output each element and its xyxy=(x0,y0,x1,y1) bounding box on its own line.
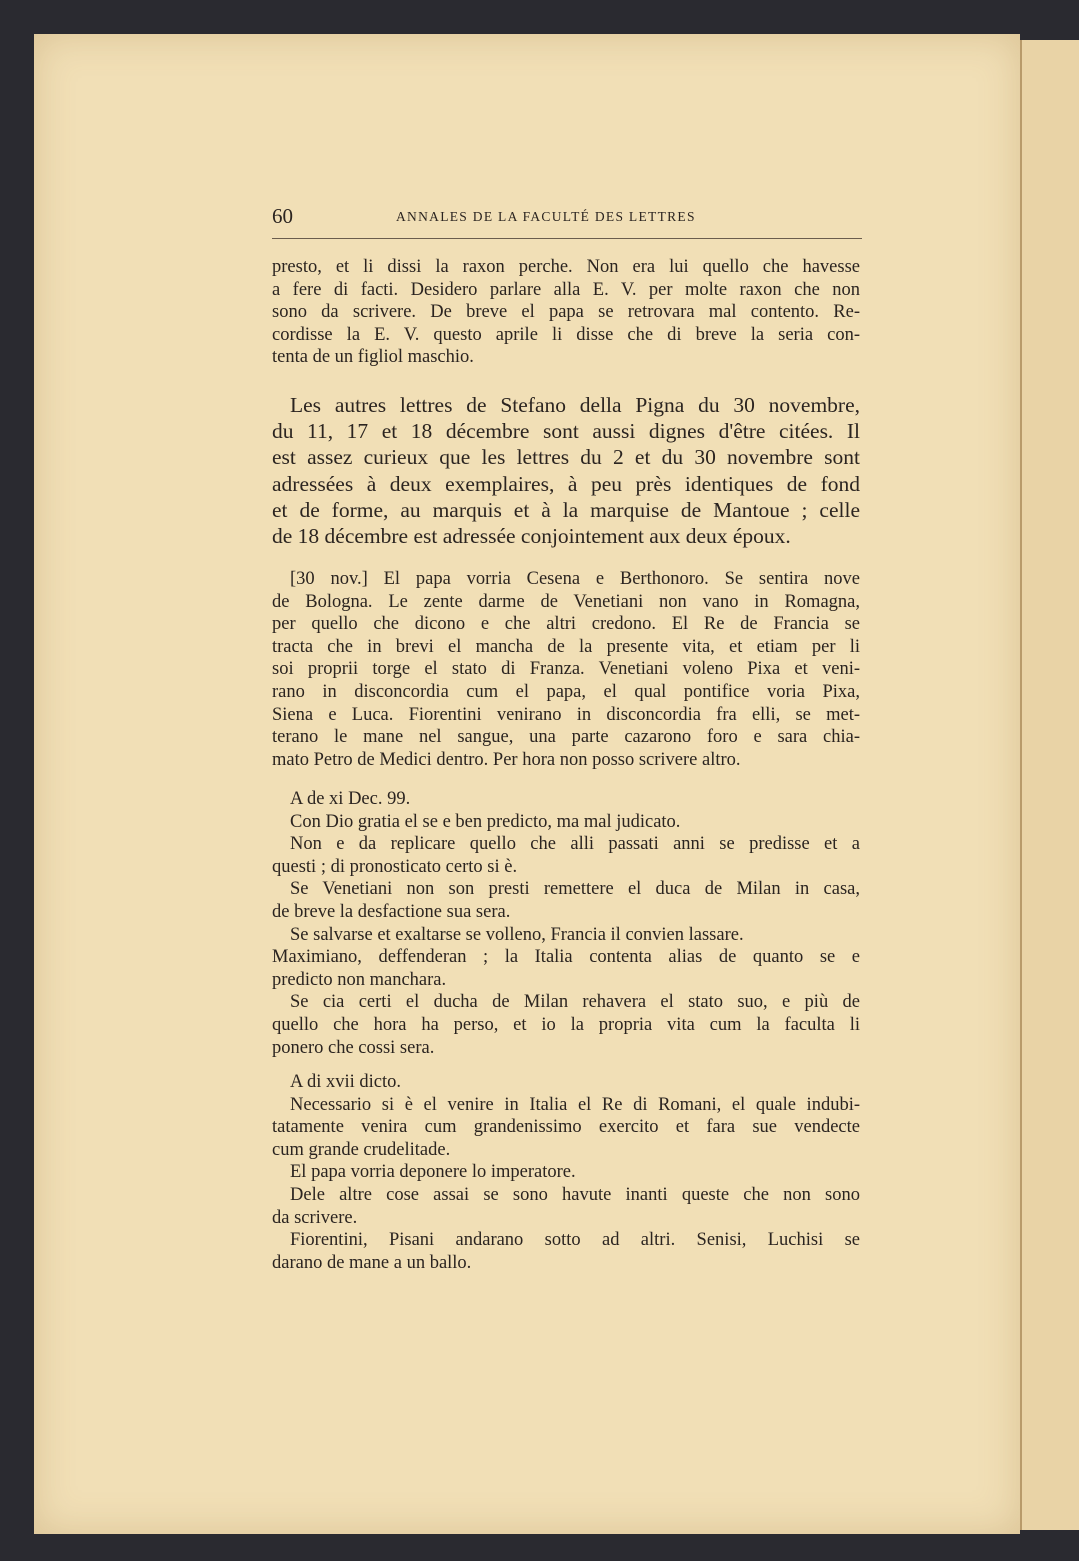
text-line: tenta de un figliol maschio. xyxy=(272,347,474,368)
text-line: El papa vorria deponere lo imperatore. xyxy=(290,1162,576,1183)
text-line: terano le mane nel sangue, una parte cazarono foro e sara chia- xyxy=(272,727,860,748)
text-line: A di xvii dicto. xyxy=(290,1072,401,1092)
text-line: predicto non manchara. xyxy=(272,969,447,990)
paragraph-block xyxy=(272,1071,860,1274)
paragraph-block xyxy=(272,568,860,771)
text-line: de Bologna. Le zente darme de Venetiani non vano in Romagna, xyxy=(272,591,860,612)
paragraph-block xyxy=(272,788,860,1059)
text-line: mato Petro de Medici dentro. Per hora non posso scrivere altro. xyxy=(272,749,741,770)
text-line: sono da scrivere. De breve el papa se retrovara mal contento. Re- xyxy=(272,302,860,323)
text-line: du 11, 17 et 18 décembre sont aussi dignes d'être citées. Il xyxy=(272,419,860,444)
text-line: a fere di facti. Desidero parlare alla E. V. per molte raxon che non xyxy=(272,279,860,300)
text-line: Dele altre cose assai se sono havute inanti queste che non sono xyxy=(290,1184,860,1205)
text-line: Necessario si è el venire in Italia el Re di Romani, el quale indubi- xyxy=(290,1094,860,1115)
text-line: Se cia certi el ducha de Milan rehavera el stato suo, e più de xyxy=(290,992,860,1013)
text-line: et de forme, au marquis et à la marquise de Mantoue ; celle xyxy=(272,497,860,522)
text-line: A de xi Dec. 99. xyxy=(290,789,411,809)
text-line: tatamente venira cum grandenissimo exercito et fara sue vendecte xyxy=(272,1117,860,1138)
text-line: quello che hora ha perso, et io la propria vita cum la faculta li xyxy=(272,1014,860,1035)
text-line: Fiorentini, Pisani andarano sotto ad altri. Senisi, Luchisi se xyxy=(290,1230,860,1251)
running-title: ANNALES DE LA FACULTÉ DES LETTRES xyxy=(396,209,696,224)
text-line: cordisse la E. V. questo aprile li disse che di breve la seria con- xyxy=(272,324,860,345)
text-line: adressées à deux exemplaires, à peu près identiques de fond xyxy=(272,471,860,496)
text-line: de 18 décembre est adressée conjointement aux deux époux. xyxy=(272,524,791,549)
header-rule xyxy=(272,238,862,239)
text-line: soi proprii torge el stato di Franza. Venetiani voleno Pixa et veni- xyxy=(272,659,860,680)
text-line: Con Dio gratia el se e ben predicto, ma mal judicato. xyxy=(290,811,681,832)
text-line: est assez curieux que les lettres du 2 et du 30 novembre sont xyxy=(272,445,860,470)
text-line: Non e da replicare quello che alli passati anni se predisse et a xyxy=(290,834,860,855)
text-line: da scrivere. xyxy=(272,1207,358,1228)
paragraph-block xyxy=(272,256,860,369)
text-line: presto, et li dissi la raxon perche. Non era lui quello che havesse xyxy=(272,257,860,277)
text-line: ponero che cossi sera. xyxy=(272,1037,435,1058)
text-line: questi ; di pronosticato certo si è. xyxy=(272,856,518,877)
text-line: darano de mane a un ballo. xyxy=(272,1252,472,1273)
page-header xyxy=(272,204,860,228)
text-line: cum grande crudelitade. xyxy=(272,1139,451,1160)
text-line: tracta che in brevi el mancha de la presente vita, et etiam per li xyxy=(272,636,860,657)
text-line: de breve la desfactione sua sera. xyxy=(272,901,511,922)
adjacent-page-edge xyxy=(1020,40,1079,1530)
page-number: 60 xyxy=(272,204,293,228)
paragraph-block xyxy=(272,392,860,549)
text-line: Siena e Luca. Fiorentini venirano in disconcordia fra elli, se met- xyxy=(272,704,860,725)
text-line: rano in disconcordia cum el papa, el qual pontifice voria Pixa, xyxy=(272,681,860,702)
text-line: Se Venetiani non son presti remettere el duca de Milan in casa, xyxy=(290,879,860,900)
text-line: Les autres lettres de Stefano della Pigna du 30 novembre, xyxy=(290,393,860,417)
text-line: Maximiano, deffenderan ; la Italia contenta alias de quanto se e xyxy=(272,947,860,968)
text-line: [30 nov.] El papa vorria Cesena e Berthonoro. Se sentira nove xyxy=(290,569,860,589)
text-line: Se salvarse et exaltarse se volleno, Francia il convien lassare. xyxy=(290,924,744,945)
text-line: per quello che dicono e che altri credono. El Re de Francia se xyxy=(272,614,860,635)
